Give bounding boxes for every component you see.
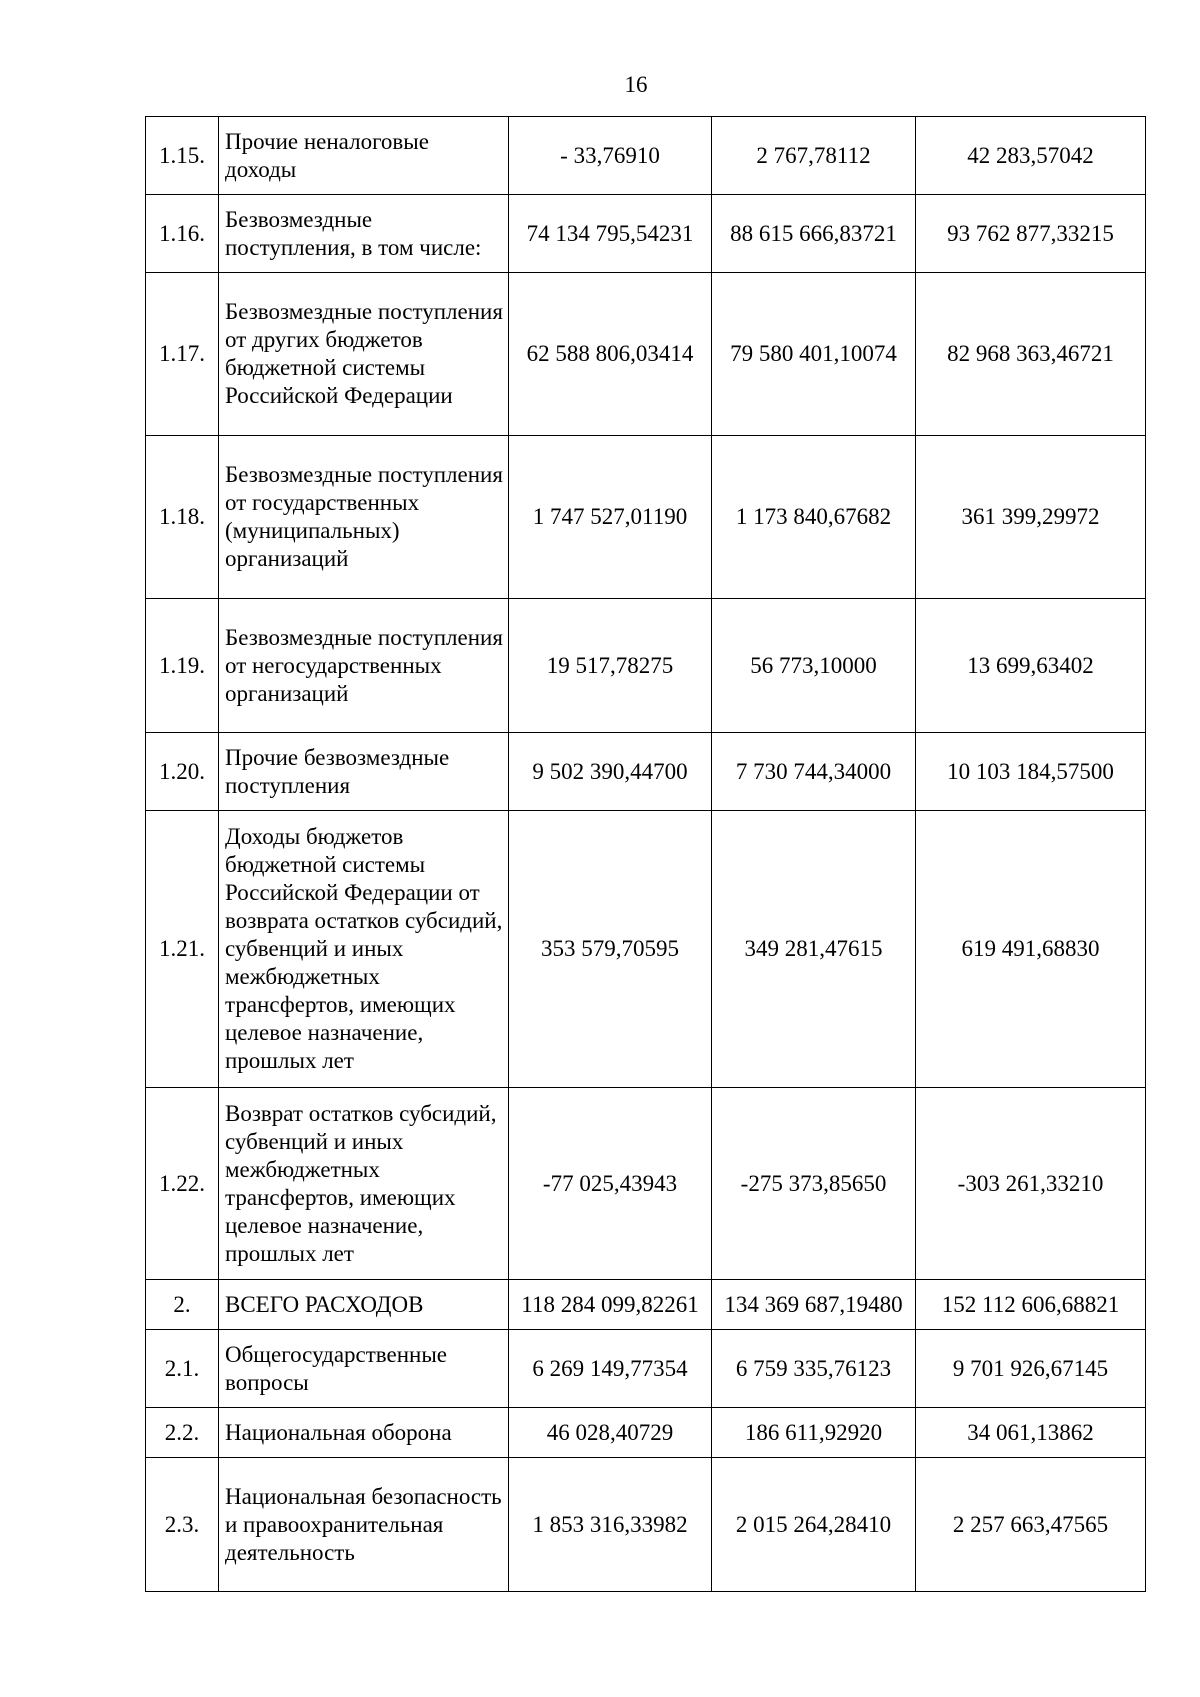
- table-row: [146, 436, 1146, 599]
- row-value-1: 353 579,70595: [509, 811, 712, 1088]
- row-value-2: 1 173 840,67682: [712, 436, 916, 599]
- row-value-1: 74 134 795,54231: [509, 195, 712, 273]
- row-value-3: 42 283,57042: [916, 117, 1146, 195]
- row-code: 2.3.: [146, 1458, 219, 1592]
- row-value-3: 34 061,13862: [916, 1408, 1146, 1458]
- row-value-3: 93 762 877,33215: [916, 195, 1146, 273]
- row-code: 1.17.: [146, 273, 219, 436]
- row-value-1: 1 747 527,01190: [509, 436, 712, 599]
- row-name: Безвозмездные поступления от государственных (муниципальных) организаций: [219, 436, 509, 599]
- table-row: [146, 1458, 1146, 1592]
- table-row: [146, 1330, 1146, 1408]
- row-code: 1.16.: [146, 195, 219, 273]
- row-name: Общегосударственные вопросы: [219, 1330, 509, 1408]
- row-name: Возврат остатков субсидий, субвенций и иных межбюджетных трансфертов, имеющих целевое назначение, прошлых лет: [219, 1088, 509, 1280]
- row-value-2: 186 611,92920: [712, 1408, 916, 1458]
- row-value-1: 9 502 390,44700: [509, 733, 712, 811]
- row-code: 2.1.: [146, 1330, 219, 1408]
- row-value-2: 134 369 687,19480: [712, 1280, 916, 1330]
- row-value-3: 82 968 363,46721: [916, 273, 1146, 436]
- table-row: [146, 811, 1146, 1088]
- row-value-1: 62 588 806,03414: [509, 273, 712, 436]
- row-name: Национальная оборона: [219, 1408, 509, 1458]
- row-value-1: 118 284 099,82261: [509, 1280, 712, 1330]
- table-row: [146, 1280, 1146, 1330]
- row-code: 1.22.: [146, 1088, 219, 1280]
- row-value-3: 13 699,63402: [916, 599, 1146, 733]
- row-name: Прочие неналоговые доходы: [219, 117, 509, 195]
- row-value-2: 6 759 335,76123: [712, 1330, 916, 1408]
- row-value-3: 2 257 663,47565: [916, 1458, 1146, 1592]
- row-value-1: -77 025,43943: [509, 1088, 712, 1280]
- budget-table: [145, 116, 1146, 1592]
- row-name: Безвозмездные поступления, в том числе:: [219, 195, 509, 273]
- row-code: 1.19.: [146, 599, 219, 733]
- table-row: [146, 733, 1146, 811]
- row-code: 1.18.: [146, 436, 219, 599]
- table-row: [146, 195, 1146, 273]
- row-value-2: -275 373,85650: [712, 1088, 916, 1280]
- table-row: [146, 273, 1146, 436]
- row-value-2: 79 580 401,10074: [712, 273, 916, 436]
- row-name: Прочие безвозмездные поступления: [219, 733, 509, 811]
- row-code: 2.: [146, 1280, 219, 1330]
- row-code: 1.15.: [146, 117, 219, 195]
- row-code: 1.21.: [146, 811, 219, 1088]
- row-value-2: 88 615 666,83721: [712, 195, 916, 273]
- page-number: 16: [624, 72, 648, 97]
- row-name: ВСЕГО РАСХОДОВ: [219, 1280, 509, 1330]
- row-value-3: 361 399,29972: [916, 436, 1146, 599]
- row-value-2: 2 767,78112: [712, 117, 916, 195]
- row-name: Безвозмездные поступления от других бюджетов бюджетной системы Российской Федерации: [219, 273, 509, 436]
- row-name: Доходы бюджетов бюджетной системы Российской Федерации от возврата остатков субсидий, субвенций и иных межбюджетных трансфертов, имеющих целевое назначение, прошлых лет: [219, 811, 509, 1088]
- row-value-2: 7 730 744,34000: [712, 733, 916, 811]
- row-value-3: 619 491,68830: [916, 811, 1146, 1088]
- row-value-2: 2 015 264,28410: [712, 1458, 916, 1592]
- row-value-1: 46 028,40729: [509, 1408, 712, 1458]
- row-value-3: 10 103 184,57500: [916, 733, 1146, 811]
- row-name: Национальная безопасность и правоохранительная деятельность: [219, 1458, 509, 1592]
- row-code: 2.2.: [146, 1408, 219, 1458]
- row-value-1: 1 853 316,33982: [509, 1458, 712, 1592]
- table-row: [146, 1408, 1146, 1458]
- row-value-1: - 33,76910: [509, 117, 712, 195]
- row-value-1: 19 517,78275: [509, 599, 712, 733]
- row-value-3: 152 112 606,68821: [916, 1280, 1146, 1330]
- table-row: [146, 117, 1146, 195]
- table-row: [146, 1088, 1146, 1280]
- row-value-1: 6 269 149,77354: [509, 1330, 712, 1408]
- row-name: Безвозмездные поступления от негосударственных организаций: [219, 599, 509, 733]
- table-row: [146, 599, 1146, 733]
- row-value-3: -303 261,33210: [916, 1088, 1146, 1280]
- row-value-2: 349 281,47615: [712, 811, 916, 1088]
- row-code: 1.20.: [146, 733, 219, 811]
- row-value-2: 56 773,10000: [712, 599, 916, 733]
- row-value-3: 9 701 926,67145: [916, 1330, 1146, 1408]
